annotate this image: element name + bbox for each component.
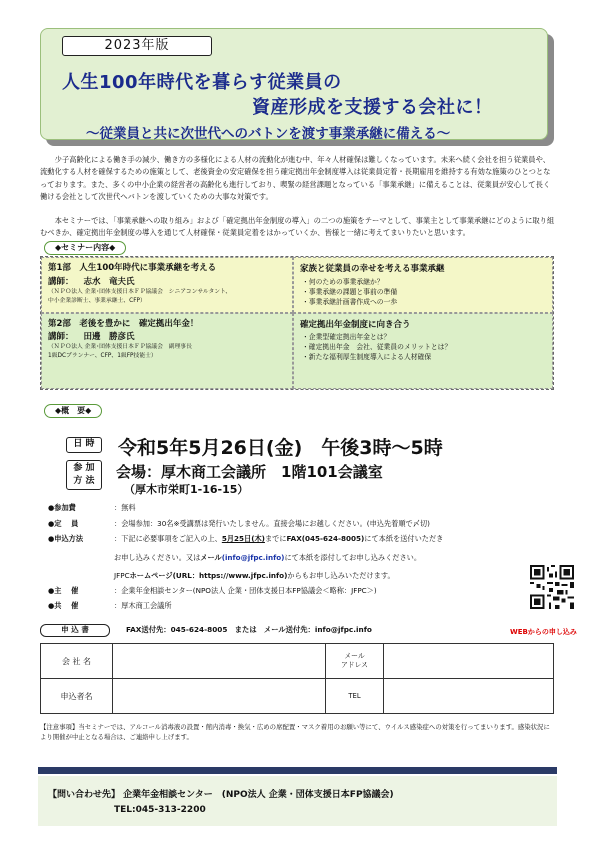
program-table [40, 256, 554, 390]
affiliation-line: 中小企業診断士、事業承継士、CFP） [48, 298, 146, 304]
host-label: ●主 催 [48, 586, 79, 595]
list-item: ・企業型確定拠出年金とは？ [302, 333, 391, 341]
part2-affiliation [48, 343, 292, 361]
event-date: 令和5年5月26日(金) 午後3時～5時 [118, 437, 443, 459]
cohost-row [48, 601, 172, 611]
lecturer-name: 志水 竜夫氏 [83, 277, 135, 287]
fee-row [48, 503, 136, 513]
list-item: ・確定拠出年金 会社、従業員のメリットとは？ [302, 343, 452, 351]
intro-paragraph-2: 本セミナーでは、「事業承継への取り組み」および「確定拠出年金制度の導入」の二つの施策をテーマとして、事業主として事業承継にどのように取り組むべきか、確定拠出年金制度の導入を通じて人材確保・従業員定着をはかっていくか、皆様と一緒に考えてまいりたいと思います。 [40, 216, 555, 238]
capacity-label: ●定 員 [48, 519, 79, 528]
table-row [41, 644, 554, 679]
applicant-label: 申込者名 [41, 679, 113, 714]
intro-paragraph-1: 少子高齢化による働き手の減少、働き方の多様化による人材の流動化が進む中、年々人材確保は難しくなっています。未来へ続く会社を担う従業員や、流動化する人材を確保するための施策として、老後資金の安定確保を担う確定拠出年金制度導入は従業員定着・長期雇用を維持する有効な施策のひとつとなっております。また、多くの中小企業の経営者の高齢化も進行しており、喫緊の経営課題となっている「事業承継」に備えることは、従業員が安心して長く働ける会社として次世代へバトンを渡していくための大事な対策です。 [40, 155, 551, 201]
affiliation-line: 1級DCプランナー、CFP、1級FP技能士） [48, 353, 157, 359]
email-field[interactable] [384, 644, 554, 679]
email-label [326, 644, 384, 679]
apply-text: にて本紙を送付いただき [364, 534, 444, 543]
cohost-value: ：厚木商工会議所 [114, 601, 172, 610]
list-item: ・何のための事業承継か？ [302, 278, 384, 286]
venue-address: （厚木市栄町1-16-15） [124, 483, 249, 496]
application-bar [40, 624, 510, 637]
apply-hp-link[interactable]: (URL：https://www.jfpc.info) [172, 571, 288, 580]
lecturer-name: 田邊 勝彦氏 [83, 332, 135, 342]
apply-text: からもお申し込みいただけます。 [287, 571, 395, 580]
email-label-line: メール [344, 652, 365, 660]
host-row [48, 586, 377, 596]
list-item: ・新たな福利厚生制度導入による人材確保 [302, 353, 432, 361]
company-field[interactable] [113, 644, 326, 679]
footer-divider [38, 767, 557, 774]
part2-cell [41, 313, 293, 389]
apply-fax: FAX(045-624-8005) [286, 534, 365, 543]
part1-theme-cell [293, 257, 553, 313]
venue-tag [66, 460, 102, 490]
apply-text: にて本紙を添付してお申し込みください。 [284, 553, 422, 562]
affiliation-line: （ＮＰＯ法人 企業･団体支援日本ＦＰ協議会 副理事長 [48, 344, 192, 350]
venue-tag-line: 方 法 [73, 476, 95, 486]
affiliation-line: （ＮＰＯ法人 企業･団体支援日本ＦＰ協議会 シニアコンサルタント、 [48, 289, 232, 295]
venue-tag-line: 参 加 [73, 463, 95, 473]
notice-text: 【注意事項】当セミナーでは、アルコール消毒液の設置・館内消毒・換気・広めの席配置・マスク着用のお願い等にて、ウイルス感染症への対策を行ってまいります。感染状況により開催が中止となる場合は、ご連絡申し上げます。 [40, 723, 550, 741]
apply-hp-label: ホームページ [129, 571, 173, 580]
fee-value: ：無料 [114, 503, 136, 512]
table-row [41, 679, 554, 714]
part1-cell [41, 257, 293, 313]
apply-row-2 [114, 553, 421, 563]
event-venue: 会場：厚木商工会議所 1階101会議室 [116, 463, 383, 481]
part1-title: 第1部 人生100年時代に事業承継を考える [48, 263, 217, 273]
title-line-1: 人生100年時代を暮らす従業員の [62, 72, 342, 93]
apply-mail-label: メール [200, 553, 222, 562]
application-pill: 申 込 書 [40, 624, 110, 637]
part1-theme-title: 家族と従業員の幸せを考える事業承継 [300, 264, 445, 274]
capacity-row [48, 519, 430, 529]
lecturer-label: 講師： [48, 332, 74, 342]
cohost-label: ●共 催 [48, 601, 79, 610]
part1-affiliation [48, 288, 292, 306]
title-line-2: 資産形成を支援する会社に！ [252, 97, 493, 118]
part2-theme-title: 確定拠出年金制度に向き合う [300, 320, 411, 330]
apply-text: までに [264, 534, 287, 543]
tel-field[interactable] [384, 679, 554, 714]
apply-mail-link[interactable]: (info@jfpc.info) [221, 553, 285, 562]
apply-label: ●申込方法 [48, 534, 84, 543]
qr-code-icon[interactable] [530, 565, 574, 609]
part2-lecturer [48, 330, 135, 342]
part1-lecturer [48, 275, 135, 287]
apply-text: ：下記に必要事項をご記入の上、 [114, 534, 222, 543]
part2-theme-list [302, 332, 451, 362]
capacity-value: ：会場参加：30名※受講票は発行いたしません。直接会場にお越しください。(申込先着順で〆切) [114, 519, 430, 528]
edition-label: 2023年版 [62, 36, 212, 56]
fee-label: ●参加費 [48, 503, 76, 512]
list-item: ・事業承継の課題と事前の準備 [302, 288, 398, 296]
overview-section-label: ◆概 要◆ [44, 404, 102, 418]
host-value: ：企業年金相談センター(NPO法人 企業・団体支援日本FP協議会＜略称：JFPC＞) [114, 586, 377, 595]
footer-box [38, 776, 557, 826]
list-item: ・事業承継計画書作成への一歩 [302, 298, 398, 306]
contact-line-1: 【問い合わせ先】 企業年金相談センター (NPO法人 企業・団体支援日本FP協議会) [48, 790, 394, 800]
company-label: 会 社 名 [41, 644, 113, 679]
apply-text: JFPC [114, 571, 130, 580]
part2-title: 第2部 老後を豊かに 確定拠出年金！ [48, 319, 199, 329]
apply-text: お申し込みください。又は [114, 553, 201, 562]
subtitle: ～従業員と共に次世代へのバトンを渡す事業承継に備える～ [86, 126, 451, 142]
date-tag: 日 時 [66, 437, 102, 453]
tel-label: TEL [326, 679, 384, 714]
part2-theme-cell [293, 313, 553, 389]
application-fax-line: FAX送付先：045-624-8005 または メール送付先：info@jfpc.info [126, 625, 372, 634]
web-apply-label: WEBからの申し込み [510, 628, 577, 636]
apply-row-3 [114, 571, 395, 581]
email-label-line: アドレス [341, 661, 368, 669]
seminar-section-label: ◆セミナー内容◆ [44, 241, 126, 255]
lecturer-label: 講師： [48, 277, 74, 287]
apply-row [48, 534, 443, 544]
application-form [40, 643, 554, 714]
applicant-field[interactable] [113, 679, 326, 714]
apply-deadline: 5月25日(木) [221, 534, 265, 543]
part1-theme-list [302, 277, 397, 307]
contact-phone: TEL:045-313-2200 [114, 805, 206, 815]
